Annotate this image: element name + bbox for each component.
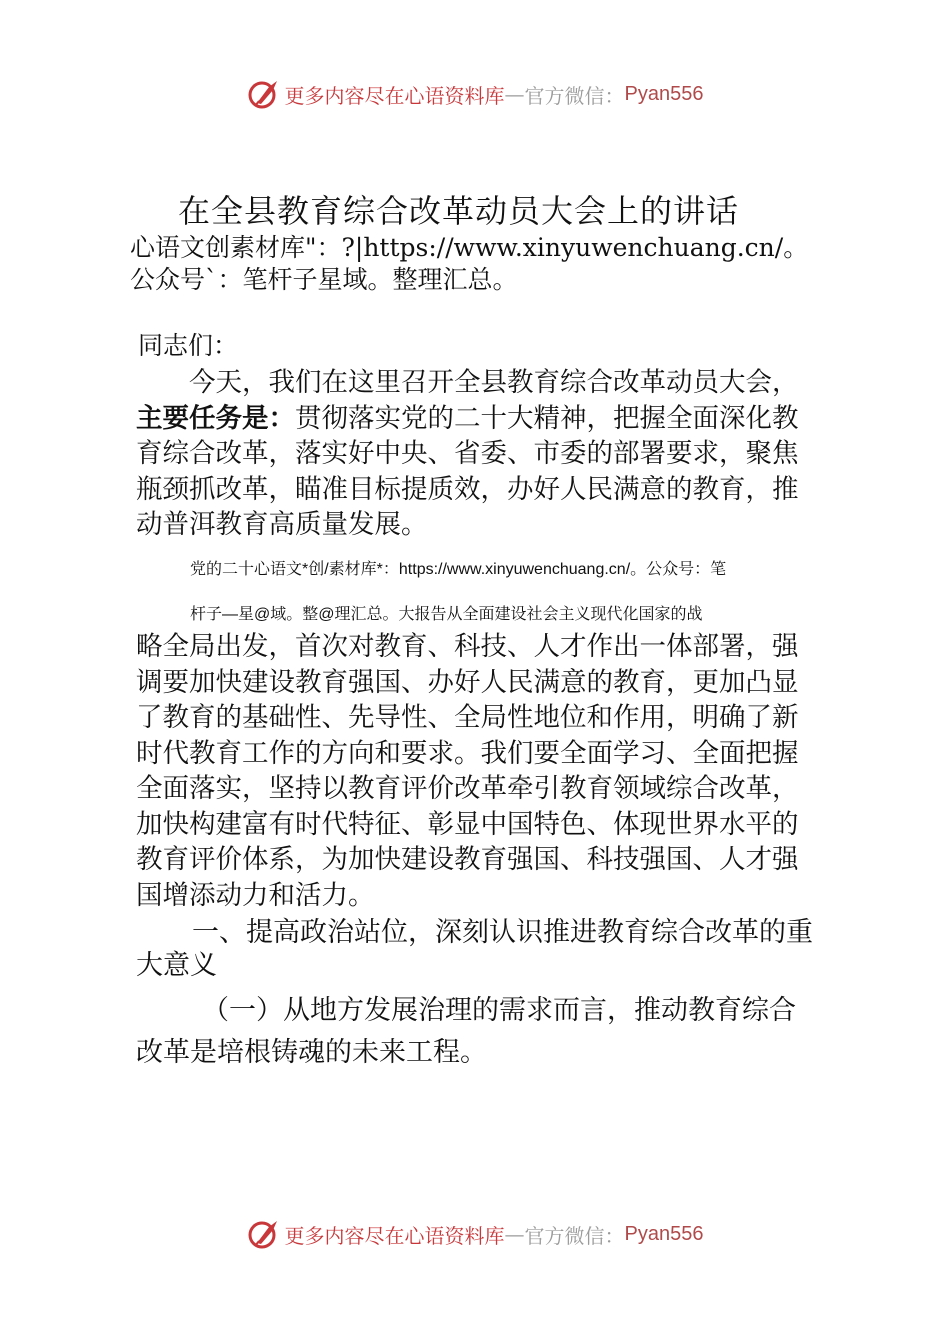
subsection-heading: （一）从地方发展治理的需求而言，推动教育综合改革是培根铸魂的未来工程。	[136, 995, 796, 1068]
banner-main-text: 更多内容尽在心语资料库	[284, 1223, 505, 1248]
salutation: 同志们：	[138, 331, 239, 360]
watermark-line-1: 党的二十心语文*创/素材库*：https://www.xinyuwenchuang.cn/。公众号：笔	[190, 561, 727, 578]
banner-main-text: 更多内容尽在心语资料库	[284, 83, 505, 108]
banner-wechat-label: 官方微信：	[524, 1223, 625, 1248]
section-heading: 一、提高政治站位，深刻认识推进教育综合改革的重大意义	[136, 917, 813, 981]
banner-wechat-id: Pyan556	[624, 1222, 704, 1245]
quill-pen-logo-icon	[247, 1217, 281, 1251]
header-banner	[0, 74, 950, 114]
source-note: 心语文创素材库"：?|https://www.xinyuwenchuang.cn/。公众号`：笔杆子星域。整理汇总。	[130, 233, 809, 294]
paragraph-intro-lead: 今天，我们在这里召开全县教育综合改革动员大会，	[189, 367, 799, 398]
paragraph-intro-bold: 主要任务是：	[136, 402, 295, 434]
banner-wechat-id: Pyan556	[624, 82, 704, 105]
watermark-line-2: 杆子—星@域。整@理汇总。大报告从全面建设社会主义现代化国家的战	[190, 606, 703, 623]
paragraph-intro	[136, 365, 816, 543]
quill-pen-logo-icon	[247, 77, 281, 111]
paragraph-body: 略全局出发，首次对教育、科技、人才作出一体部署，强调要加快建设教育强国、办好人民满意的教育，更加凸显了教育的基础性、先导性、全局性地位和作用，明确了新时代教育工作的方向和要求。我们要全面学习、全面把握全面落实，坚持以教育评价改革牵引教育领域综合改革，加快构建富有时代特征、彰显中国特色、体现世界水平的教育评价体系，为加快建设教育强国、科技强国、人才强国增添动力和活力。	[136, 631, 799, 911]
footer-banner	[0, 1214, 950, 1254]
banner-separator: —	[504, 82, 525, 106]
document-title: 在全县教育综合改革动员大会上的讲话	[178, 192, 740, 230]
paragraph-intro-rest: 贯彻落实党的二十大精神，把握全面深化教育综合改革，落实好中央、省委、市委的部署要求，聚焦瓶颈抓改革，瞄准目标提质效，办好人民满意的教育，推动普洱教育高质量发展。	[136, 402, 799, 540]
banner-separator: —	[504, 1222, 525, 1246]
banner-wechat-label: 官方微信：	[524, 83, 625, 108]
